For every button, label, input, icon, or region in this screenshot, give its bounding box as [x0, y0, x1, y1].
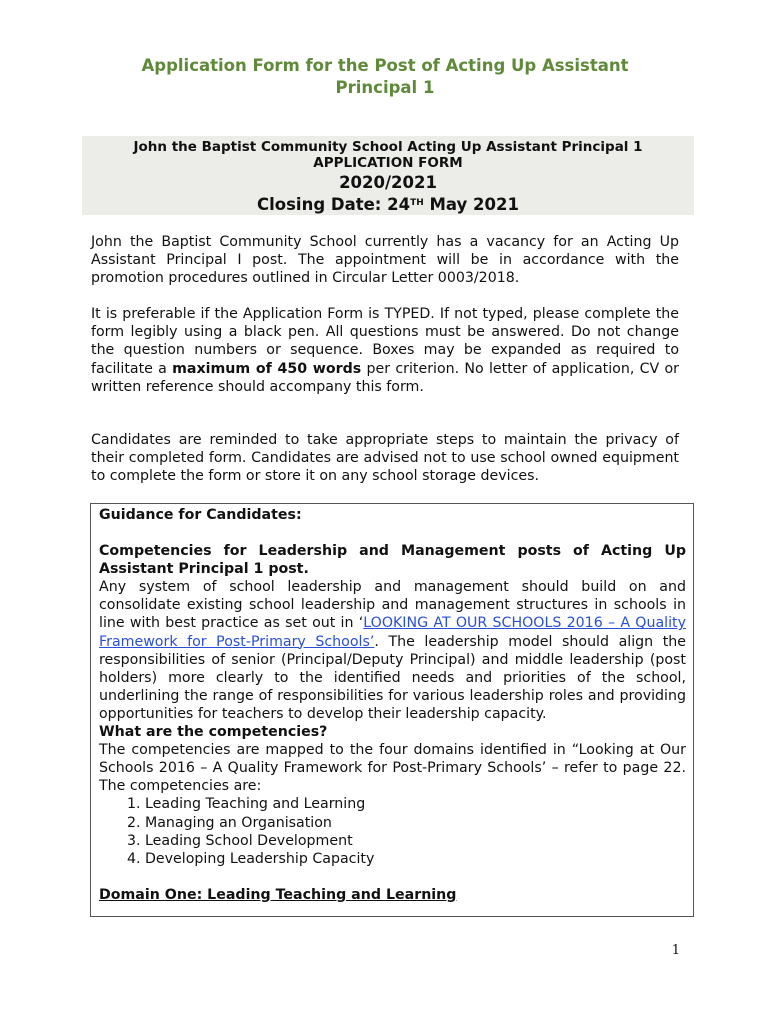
intro-paragraph-privacy: Candidates are reminded to take appropriate steps to maintain the privacy of their completed form. Candidates are advised not to use school owned equipment to complete the form or store it on any school storage devices.	[91, 432, 679, 485]
domain-one-heading: Domain One: Leading Teaching and Learning	[99, 886, 457, 903]
guidance-body	[99, 578, 686, 723]
school-post-line: John the Baptist Community School Acting Up Assistant Principal 1	[133, 139, 643, 155]
list-item: 3. Leading School Development	[145, 832, 686, 850]
intro-paragraph-instructions	[91, 305, 679, 396]
page-number: 1	[671, 943, 680, 958]
application-form-label: APPLICATION FORM	[313, 155, 463, 171]
guidance-box	[90, 503, 694, 917]
closing-date	[82, 194, 694, 216]
word-limit: maximum of 450 words	[172, 360, 362, 377]
academic-year: 2020/2021	[339, 173, 437, 192]
form-title-line-1: Application Form for the Post of Acting Up Assistant	[141, 56, 629, 75]
list-item: 1. Leading Teaching and Learning	[145, 795, 686, 813]
guidance-body-a: Any system of school leadership and management should build on and consolidate existing school leadership and management structures in schools in line with best practice as set out in ‘	[99, 579, 686, 632]
guidance-heading: Guidance for Candidates:	[99, 507, 302, 523]
competencies-heading: Competencies for Leadership and Management posts of Acting Up Assistant Principal 1 post.	[99, 543, 686, 578]
form-title-line-2: Principal 1	[335, 78, 435, 97]
guidance-body-b: . The leadership model should align the responsibilities of senior (Principal/Deputy Principal) and middle leadership (post holders) more clearly to the identified needs and priorities of the school, underlining the range of responsibilities for various leadership roles and providing opportunities for teachers to develop their leadership capacity.	[99, 633, 687, 722]
form-title	[90, 55, 680, 99]
closing-date-prefix: Closing Date: 24	[257, 195, 411, 214]
instructions-text-b: per criterion. No letter of application, CV or written reference should accompany this form.	[91, 360, 679, 395]
header-box	[82, 136, 694, 215]
looking-at-our-schools-link[interactable]: LOOKING AT OUR SCHOOLS 2016 – A Quality Framework for Post-Primary Schools’	[99, 615, 686, 650]
closing-date-month: May 2021	[423, 195, 519, 214]
list-item: 4. Developing Leadership Capacity	[145, 850, 686, 868]
competencies-intro: The competencies are mapped to the four domains identified in “Looking at Our Schools 2016 – A Quality Framework for Post-Primary Schools’ – refer to page 22. The competencies are:	[99, 742, 686, 795]
intro-paragraph-vacancy: John the Baptist Community School currently has a vacancy for an Acting Up Assistant Principal I post. The appointment will be in accordance with the promotion procedures outlined in Circular Letter 0003/2018.	[91, 234, 679, 287]
competencies-list	[99, 795, 686, 867]
closing-date-suffix-sup: TH	[410, 198, 424, 208]
instructions-text-a: It is preferable if the Application Form is TYPED. If not typed, please complete the form legibly using a black pen. All questions must be answered. Do not change the question numbers or sequence. Boxes may be expanded as required to facilitate a	[91, 306, 679, 377]
list-item: 2. Managing an Organisation	[145, 814, 686, 832]
what-are-competencies-heading: What are the competencies?	[99, 724, 328, 741]
